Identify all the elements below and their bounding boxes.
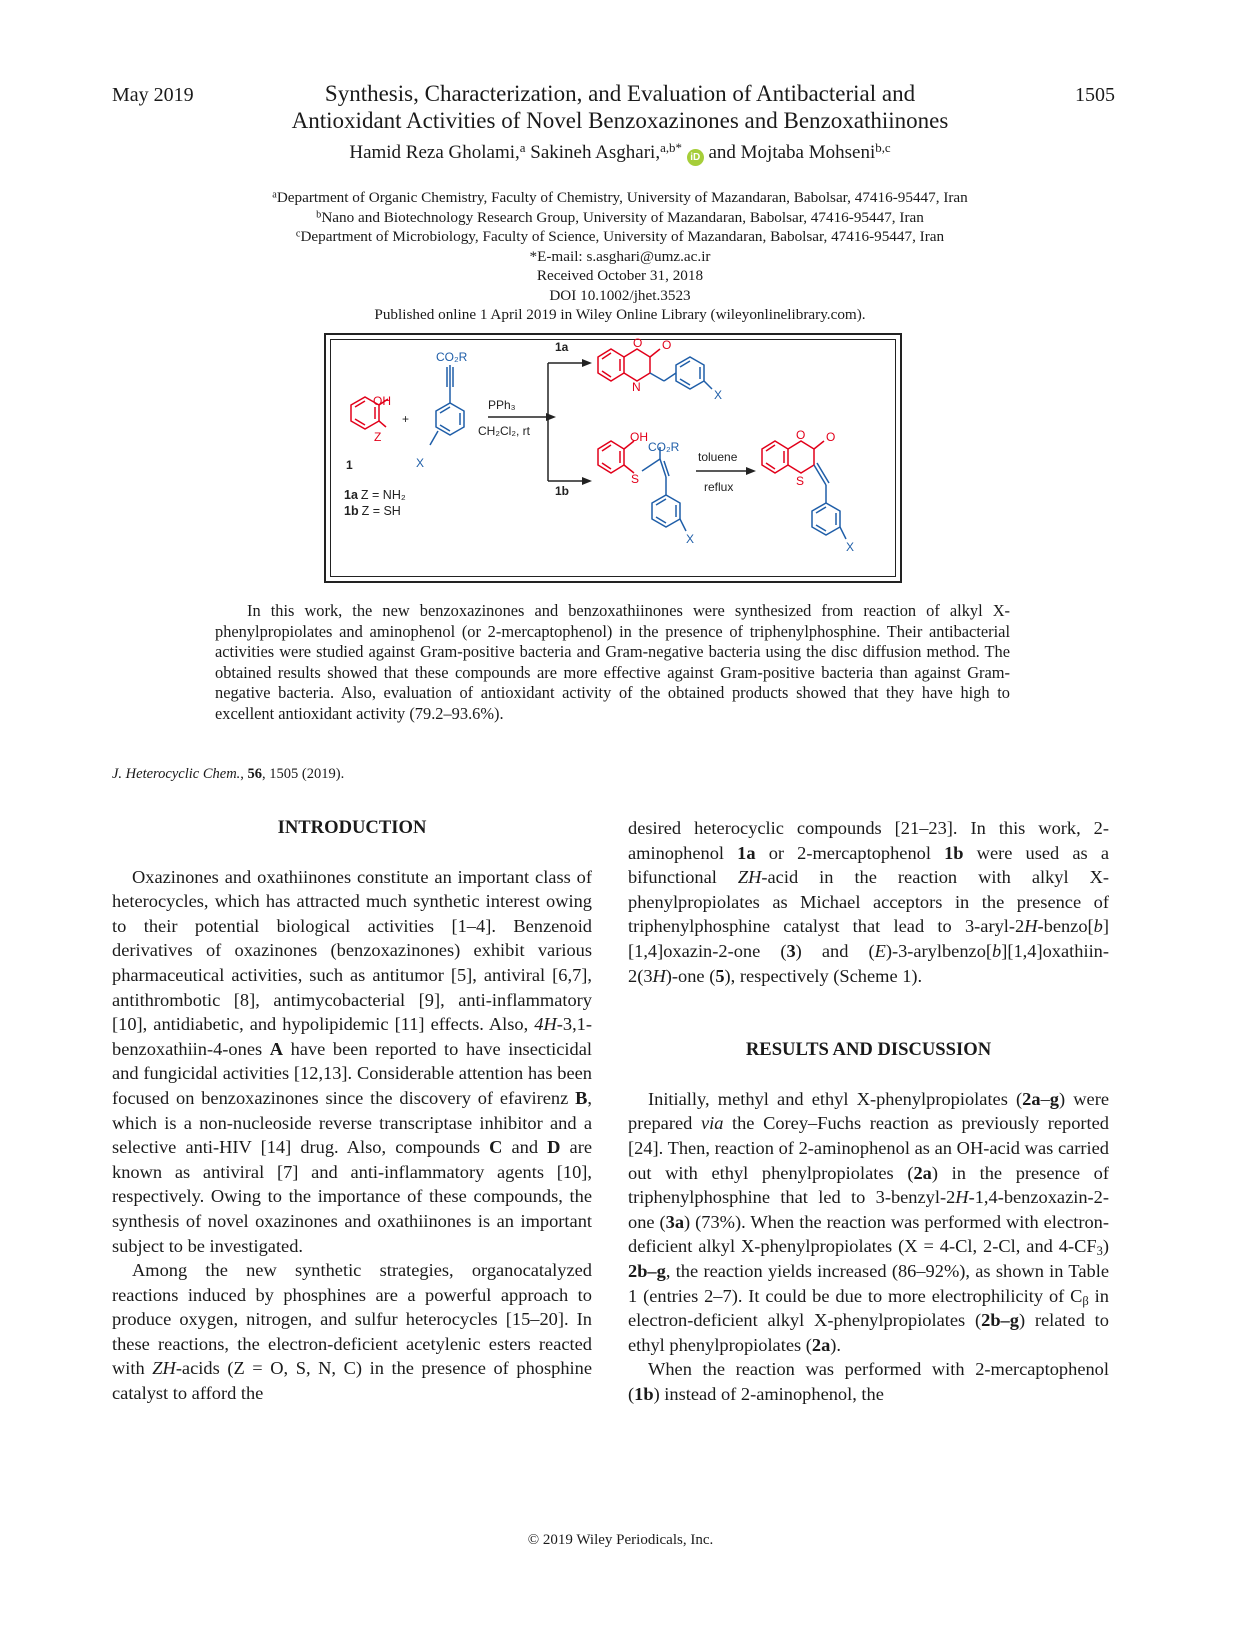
corresponding-email[interactable]: *E-mail: s.asghari@umz.ac.ir	[529, 247, 711, 265]
affiliation-text: Department of Microbiology, Faculty of Science, University of Mazandaran, Babolsar, 47416-95447, Iran	[300, 228, 945, 245]
received-date: Received October 31, 2018	[536, 267, 704, 284]
results-paragraph-1: Initially, methyl and ethyl X-phenylpropiolates (2a–g) were prepared via the Corey–Fuchs reaction as previously reported [24]. Then, reaction of 2-aminophenol as an OH-acid was carried out with ethyl phenylpropiolates (2a) in the presence of triphenylphosphine that led to 3-benzyl-2H-1,4-benzoxazin-2-one (3a) (73%). When the reaction was performed with electron-deficient alkyl X-phenylpropiolates (X = 4-Cl, 2-Cl, and $4-CF_3$) 2b–g, the reaction yields increased (86–92%), as shown in Table 1 (entries 2–7). It could be due to more electrophilicity of $C_\beta$ in electron-deficient alkyl X-phenylpropiolates (2b–g) related to ethyl phenylpropiolates (2a).	[628, 1088, 1110, 1355]
intermediate-red	[598, 441, 634, 473]
results-paragraph-2: When the reaction was performed with 2-mercaptophenol (1b) instead of 2-aminophenol, the	[628, 1359, 1109, 1404]
product-5-blue	[812, 463, 846, 539]
author-list	[240, 142, 1000, 166]
published-online: Published online 1 April 2019 in Wiley Online Library (wileyonlinelibrary.com).	[374, 306, 866, 323]
label-p5-s: S	[796, 474, 805, 488]
intro-paragraph-2: Among the new synthetic strategies, organocatalyzed reactions induced by phosphines are a powerful approach to produce oxygen, nitrogen, and sulfur heterocycles [15–20]. In these reactions, the electron-deficient acetylenic esters reacted with ZH-acids (Z = O, S, N, C) in the presence of phosphine catalyst to afford the	[112, 1260, 592, 1404]
label-compound-1: 1	[346, 458, 353, 472]
author-2: Sakineh Asghari,	[530, 142, 661, 163]
legend-1a: 1a Z = NH₂	[344, 488, 406, 502]
journal-name: J. Heterocyclic Chem.	[112, 766, 241, 782]
affiliation-mark: b	[316, 208, 322, 220]
abstract: In this work, the new benzoxazinones and benzoxathiinones were synthesized from reaction of alkyl X-phenylpropiolates and aminophenol (or 2-mercaptophenol) in the presence of triphenylphosphine. Their antibacterial activities were studied against Gram-positive bacteria and Gram-negative bacteria using the disc diffusion method. The obtained results showed that these compounds are more effective against Gram-positive bacteria than against Gram-negative bacteria. Also, evaluation of antioxidant activity of the obtained products showed that they have high to excellent antioxidant activity (79.2–93.6%).	[215, 601, 1010, 723]
doi[interactable]: DOI 10.1002/jhet.3523	[549, 286, 691, 304]
label-int-x: X	[686, 532, 695, 546]
affiliation-text: Nano and Biotechnology Research Group, University of Mazandaran, Babolsar, 47416-95447, Iran	[321, 208, 924, 226]
product-5-red	[762, 441, 824, 473]
label-p3-n: N	[632, 380, 641, 394]
author-1-affil: a	[519, 140, 526, 156]
label-oh: OH	[373, 394, 391, 408]
title-line-2: Antioxidant Activities of Novel Benzoxazinones and Benzoxathiinones	[291, 108, 949, 133]
label-x: X	[416, 456, 425, 470]
label-step2-reflux: reflux	[704, 480, 734, 494]
label-reagent-pph3: PPh₃	[488, 398, 516, 412]
affiliations	[200, 188, 1040, 325]
label-branch-1a: 1a	[555, 340, 569, 354]
left-column	[112, 816, 592, 1406]
affiliation-c	[200, 227, 1040, 247]
label-plus: +	[402, 412, 410, 426]
alkyne-aryl	[430, 365, 464, 445]
label-int-co2r: CO₂R	[648, 440, 680, 454]
label-z: Z	[374, 430, 382, 444]
affiliation-mark: a	[272, 189, 277, 201]
label-p5-o: O	[796, 428, 806, 442]
volume: 56	[247, 766, 263, 782]
label-step2-toluene: toluene	[698, 450, 738, 464]
label-p5-carbonyl-o: O	[826, 430, 836, 444]
product-3-red	[598, 349, 660, 381]
label-p3-o: O	[633, 336, 643, 350]
article-title	[240, 80, 1000, 134]
orcid-icon[interactable]: iD	[687, 149, 704, 166]
label-int-s: S	[631, 472, 640, 486]
affiliation-b	[200, 208, 1040, 228]
section-heading-results: RESULTS AND DISCUSSION	[745, 1039, 992, 1061]
graphical-abstract	[324, 333, 902, 583]
author-2-affil: a,b*	[660, 140, 682, 156]
intro-paragraph-2-cont: desired heterocyclic compounds [21–23]. In this work, 2-aminophenol 1a or 2-mercaptophenol 1b were used as a bifunctional ZH-acid in the reaction with alkyl X-phenylpropiolates as Michael acceptors in the presence of triphenylphosphine catalyst that lead to 3-aryl-2H-benzo[b][1,4]oxazin-2-one (3) and (E)-3-arylbenzo[b][1,4]oxathiin-2(3H)-one (5), respectively (Scheme 1).	[628, 818, 1110, 986]
label-p3-carbonyl-o: O	[662, 338, 672, 352]
page-number: 1505	[1075, 84, 1115, 106]
product-3-benzyl	[650, 357, 712, 389]
author-3: and Mojtaba Mohseni	[708, 142, 876, 163]
legend-1b: 1b Z = SH	[344, 504, 401, 518]
citation: J. Heterocyclic Chem., 56, 1505 (2019).	[112, 766, 345, 782]
affiliation-a	[200, 188, 1040, 208]
right-column	[628, 816, 1109, 1406]
citation-pages: , 1505 (2019).	[262, 766, 345, 782]
author-3-affil: b,c	[875, 140, 891, 156]
copyright-footer: © 2019 Wiley Periodicals, Inc.	[527, 1532, 714, 1548]
title-line-1: Synthesis, Characterization, and Evaluation of Antibacterial and	[324, 81, 916, 106]
author-1: Hamid Reza Gholami,	[349, 142, 520, 163]
label-p3-x: X	[714, 388, 723, 402]
label-int-oh: OH	[630, 430, 648, 444]
affiliation-text: Department of Organic Chemistry, Faculty of Chemistry, University of Mazandaran, Babolsar, 47416-95447, Iran	[276, 189, 968, 206]
intermediate-blue	[642, 447, 686, 531]
header-date: May 2019	[112, 84, 194, 106]
affiliation-mark: c	[295, 228, 301, 240]
reaction-scheme	[326, 335, 900, 581]
section-heading-introduction: INTRODUCTION	[277, 817, 427, 838]
label-reagent-solvent: CH₂Cl₂, rt	[478, 424, 530, 438]
intro-paragraph-1: Oxazinones and oxathiinones constitute an important class of heterocycles, which has attracted much synthetic interest owing to their potential biological activities [1–4]. Benzenoid derivatives of oxazinones (benzoxazinones) exhibit various pharmaceutical activities, such as antitumor [5], antiviral [6,7], antithrombotic [8], antimycobacterial [9], anti-inflammatory [10], antidiabetic, and hypolipidemic [11] effects. Also, 4H-3,1-benzoxathiin-4-ones A have been reported to have insecticidal and fungicidal activities [12,13]. Considerable attention has been focused on benzoxazinones since the discovery of efavirenz B, which is a non-nucleoside reverse transcriptase inhibitor and a selective anti-HIV [14] drug. Also, compounds C and D are known as antiviral [7] and anti-inflammatory agents [10], respectively. Owing to the importance of these compounds, the synthesis of novel oxazinones and oxathiinones is an important subject to be investigated.	[112, 866, 592, 1256]
label-branch-1b: 1b	[555, 484, 570, 498]
arrow-heads	[546, 359, 756, 485]
label-p5-x: X	[846, 540, 855, 554]
label-co2r: CO₂R	[436, 350, 468, 364]
